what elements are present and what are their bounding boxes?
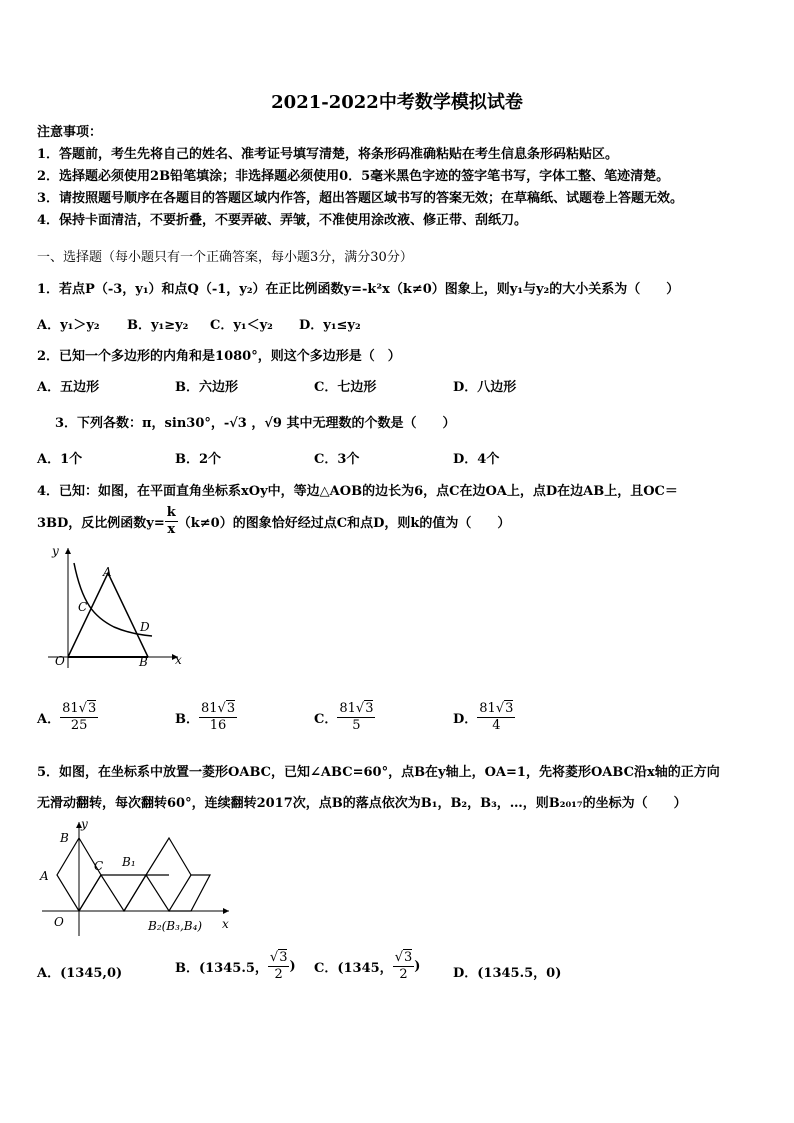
q4-d-num: 81 — [479, 701, 496, 716]
q4-b-den: 16 — [209, 718, 227, 733]
q4-option-a-fraction: $\frac{81√3}{25}$ — [62, 701, 97, 733]
q2-option-c[interactable]: C．七边形 — [314, 380, 377, 395]
question-4-line-1: 4．已知：如图，在平面直角坐标系xOy中，等边△AOB的边长为6，点C在边OA上，点D在边AB上，且OC＝ — [37, 484, 678, 499]
q5-option-a[interactable]: A．(1345,0) — [37, 966, 123, 981]
notice-item-4: 4．保持卡面清洁，不要折叠，不要弄破、弄皱，不准使用涂改液、修正带、刮纸刀。 — [37, 213, 528, 228]
q1-option-d[interactable]: D．y₁≤y₂ — [299, 318, 361, 333]
q5-fig-label-o: O — [54, 915, 64, 929]
question-1-stem: 1．若点P（-3，y₁）和点Q（-1，y₂）在正比例函数y=-k²x（k≠0）图象上，则y₁与y₂的大小关系为（ ） — [37, 282, 680, 297]
q5-c-rad: 3 — [403, 950, 413, 965]
question-4-line-2 — [37, 505, 510, 538]
q1-option-b[interactable]: B．y₁≥y₂ — [127, 318, 189, 333]
q5-c-den: 2 — [399, 967, 408, 982]
q3-option-d[interactable]: D．4个 — [453, 452, 500, 467]
section-heading: 一、选择题（每小题只有一个正确答案，每小题3分，满分30分） — [37, 250, 413, 265]
question-5-line-1: 5．如图，在坐标系中放置一菱形OABC，已知∠ABC=60°，点B在y轴上，OA=1，先将菱形OABC沿x轴的正方向 — [37, 765, 720, 780]
page-title: 2021-2022中考数学模拟试卷 — [271, 92, 523, 113]
notice-item-3: 3．请按照题号顺序在各题目的答题区域内作答，超出答题区域书写的答案无效；在草稿纸、试题卷上答题无效。 — [37, 191, 684, 206]
q4-b-rad: 3 — [226, 701, 236, 716]
q4-fig-label-o: O — [55, 654, 65, 668]
question-2-stem: 2．已知一个多边形的内角和是1080°，则这个多边形是（ ） — [37, 349, 401, 364]
q4-figure — [38, 543, 188, 673]
q5-option-b[interactable] — [175, 950, 296, 983]
q2-option-a[interactable]: A．五边形 — [37, 380, 100, 395]
q5-b-rad: 3 — [279, 950, 288, 965]
q4-c-rad: 3 — [365, 701, 374, 716]
q4-d-den: 4 — [492, 718, 501, 733]
q3-option-b[interactable]: B．2个 — [175, 452, 222, 467]
q4-line2-prefix: 3BD，反比例函数y= — [37, 516, 165, 531]
q5-option-c[interactable] — [314, 950, 420, 983]
q5-fig-label-c: C — [94, 859, 104, 873]
q1-option-c[interactable]: C．y₁＜y₂ — [210, 318, 273, 333]
q1-option-a[interactable]: A．y₁＞y₂ — [37, 318, 100, 333]
q4-c-den: 5 — [352, 718, 361, 733]
question-5-line-2: 无滑动翻转，每次翻转60°，连续翻转2017次，点B的落点依次为B₁，B₂，B₃，…，则B₂₀₁₇的坐标为（ ） — [37, 796, 687, 811]
q4-option-b-letter: B． — [175, 712, 199, 727]
q4-fraction-num: k — [166, 505, 176, 520]
q5-figure — [34, 818, 244, 940]
q3-option-a[interactable]: A．1个 — [37, 452, 83, 467]
q5-c-fraction: $\frac{√3}{2}$ — [394, 950, 413, 982]
q5-b-pre: B．(1345.5， — [175, 961, 268, 976]
q4-fig-label-c: C — [78, 600, 88, 614]
q4-line2-suffix: （k≠0）的图象恰好经过点C和点D，则k的值为（ ） — [177, 516, 511, 531]
q5-b-fraction: $\frac{√3}{2}$ — [269, 950, 288, 982]
q4-option-d[interactable] — [453, 701, 515, 734]
q5-c-post: ) — [414, 959, 421, 974]
q4-fig-label-d: D — [140, 620, 150, 634]
q4-fig-label-a: A — [103, 565, 112, 579]
q4-option-c[interactable] — [314, 701, 375, 734]
q5-fig-label-b: B — [60, 831, 69, 845]
q4-a-den: 25 — [70, 718, 88, 733]
q2-option-d[interactable]: D．八边形 — [453, 380, 517, 395]
q4-c-num: 81 — [339, 701, 356, 716]
q5-fig-label-a: A — [40, 869, 49, 883]
q4-fraction — [165, 505, 178, 538]
question-3-stem: 3．下列各数：π，sin30°，-√3 ，√9 其中无理数的个数是（ ） — [55, 416, 456, 431]
q4-option-b-fraction: $\frac{81√3}{16}$ — [201, 701, 236, 733]
q2-option-b[interactable]: B．六边形 — [175, 380, 238, 395]
q4-b-num: 81 — [201, 701, 218, 716]
q4-option-a-letter: A． — [37, 712, 61, 727]
notice-heading: 注意事项： — [37, 125, 103, 140]
q4-a-rad: 3 — [87, 701, 97, 716]
q4-option-d-letter: D． — [453, 712, 478, 727]
notice-item-2: 2．选择题必须使用2B铅笔填涂；非选择题必须使用0．5毫米黑色字迹的签字笔书写，字体工整、笔迹清楚。 — [37, 169, 670, 184]
q4-fig-label-b: B — [139, 655, 148, 669]
q4-fig-label-x: x — [175, 653, 182, 667]
q4-fig-label-y: y — [52, 544, 59, 558]
q5-option-d[interactable]: D．(1345.5，0) — [453, 966, 562, 981]
q4-fraction-den: x — [167, 522, 176, 537]
q4-option-c-letter: C． — [314, 712, 338, 727]
q5-c-pre: C．(1345， — [314, 961, 393, 976]
q5-b-post: ) — [289, 959, 296, 974]
notice-item-1: 1．答题前，考生先将自己的姓名、准考证号填写清楚，将条形码准确粘贴在考生信息条形码粘贴区。 — [37, 147, 619, 162]
q4-option-a[interactable] — [37, 701, 98, 734]
q5-fig-label-y: y — [81, 818, 88, 831]
q3-option-c[interactable]: C．3个 — [314, 452, 360, 467]
q5-b-den: 2 — [274, 967, 283, 982]
q5-fig-label-x: x — [222, 917, 229, 931]
q4-d-rad: 3 — [505, 701, 514, 716]
q4-option-c-fraction: $\frac{81√3}{5}$ — [339, 701, 374, 733]
q5-fig-label-b1: B₁ — [122, 855, 136, 869]
q4-a-num: 81 — [62, 701, 79, 716]
q5-fig-label-b2: B₂(B₃,B₄) — [148, 919, 203, 933]
q4-option-d-fraction: $\frac{81√3}{4}$ — [479, 701, 514, 733]
q4-option-b[interactable] — [175, 701, 237, 734]
